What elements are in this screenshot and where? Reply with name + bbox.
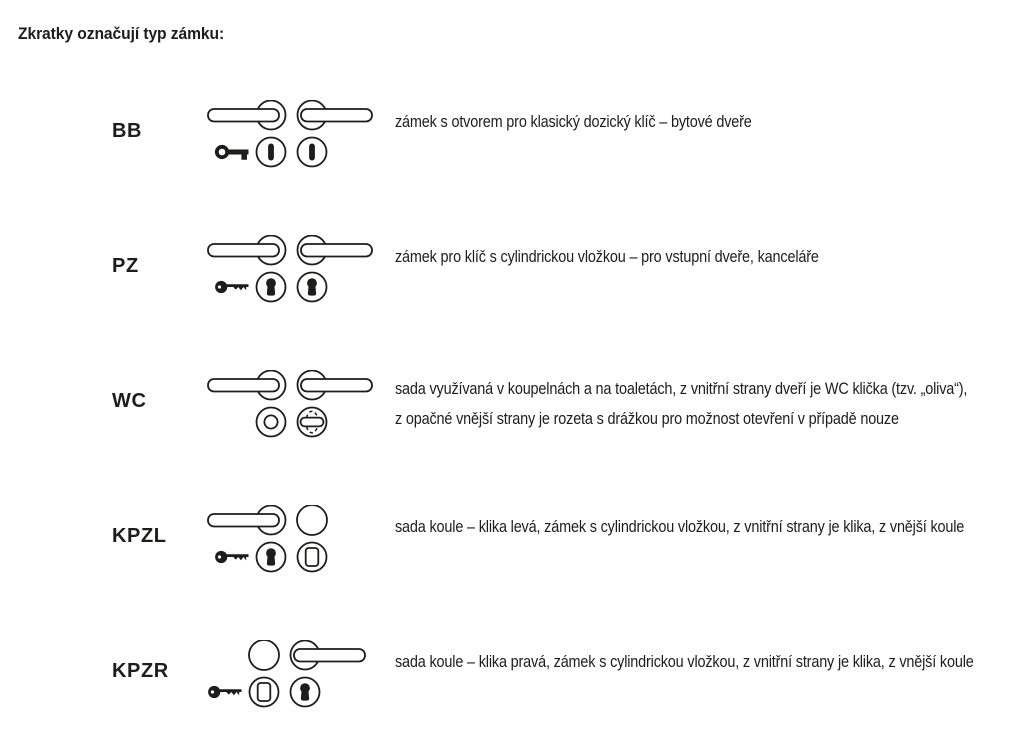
cylinder-key-icon	[215, 551, 248, 563]
description-line: zámek pro klíč s cylindrickou vložkou – pro vstupní dveře, kanceláře	[395, 247, 819, 266]
legend-row-kpzl	[0, 505, 1011, 575]
legend-row-pz	[0, 235, 1011, 305]
lock-code-label: KPZR	[112, 660, 169, 682]
cylinder-key-icon	[208, 686, 241, 698]
lock-description	[395, 653, 974, 670]
lock-description	[395, 518, 964, 535]
lever-handle-left-icon	[208, 236, 286, 265]
bb-keyhole-rosette-icon	[298, 138, 327, 167]
lock-description	[395, 374, 967, 434]
slotted-rosette-icon	[257, 408, 286, 437]
description-line: sada využívaná v koupelnách a na toaletách, z vnitřní strany dveří je WC klička (tzv. „oliva“),	[395, 379, 968, 398]
lever-handle-right-icon	[291, 641, 366, 670]
lock-hardware-illustration	[198, 640, 368, 710]
knob-icon	[297, 505, 327, 535]
cylinder-key-icon	[215, 281, 248, 293]
blind-rosette-icon	[250, 678, 279, 707]
legend-row-bb	[0, 100, 1011, 170]
lever-handle-right-icon	[298, 236, 373, 265]
pz-keyhole-rosette-icon	[291, 678, 320, 707]
lever-handle-left-icon	[208, 371, 286, 400]
lock-hardware-illustration	[205, 235, 375, 305]
blind-rosette-icon	[298, 543, 327, 572]
lock-hardware-illustration	[205, 505, 375, 575]
description-line: z opačné vnější strany je rozeta s drážkou pro možnost otevření v případě nouze	[395, 409, 899, 428]
pz-keyhole-rosette-icon	[257, 273, 286, 302]
bb-keyhole-rosette-icon	[257, 138, 286, 167]
lever-handle-left-icon	[208, 506, 286, 535]
lever-handle-right-icon	[298, 371, 373, 400]
lock-code-label: KPZL	[112, 525, 167, 547]
page-title: Zkratky označují typ zámku:	[18, 24, 225, 43]
knob-icon	[249, 640, 279, 670]
lock-hardware-illustration	[205, 370, 375, 440]
pz-keyhole-rosette-icon	[257, 543, 286, 572]
legend-row-wc	[0, 370, 1011, 440]
pz-keyhole-rosette-icon	[298, 273, 327, 302]
description-line: zámek s otvorem pro klasický dozický klíč – bytové dveře	[395, 112, 752, 131]
description-line: sada koule – klika pravá, zámek s cylindrickou vložkou, z vnitřní strany je klika, z vnější koule	[395, 652, 974, 671]
wc-thumbturn-rosette-icon	[298, 408, 327, 437]
description-line: sada koule – klika levá, zámek s cylindrickou vložkou, z vnitřní strany je klika, z vnější koule	[395, 517, 965, 536]
lock-hardware-illustration	[205, 100, 375, 170]
lever-handle-right-icon	[298, 101, 373, 130]
lock-code-label: PZ	[112, 255, 139, 277]
lock-description	[395, 113, 752, 130]
lock-code-label: BB	[112, 120, 143, 142]
lock-code-label: WC	[112, 390, 147, 412]
classic-key-icon	[217, 147, 249, 160]
legend-row-kpzr	[0, 640, 1011, 710]
lock-description	[395, 248, 819, 265]
lever-handle-left-icon	[208, 101, 286, 130]
